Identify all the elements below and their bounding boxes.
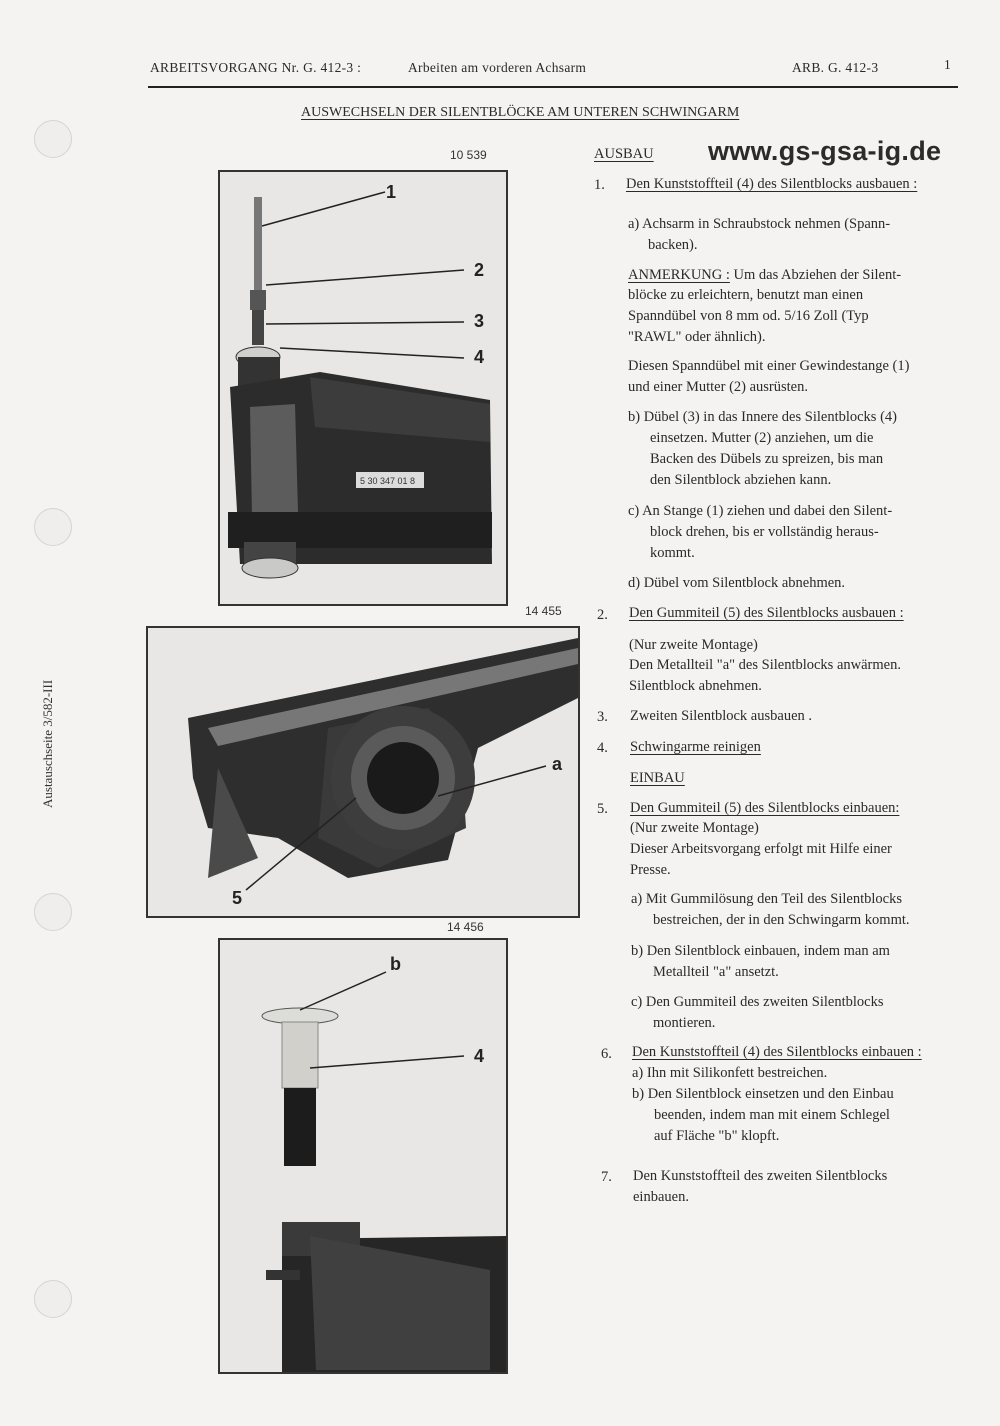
step-5a-line1: a) Mit Gummilösung den Teil des Silentblocks [631,891,902,907]
fig1-label-2: 2 [474,260,485,280]
step-1c-line2: block drehen, bis er vollständig heraus- [650,524,879,540]
step-2-title: Den Gummiteil (5) des Silentblocks ausbauen : [629,605,904,621]
figure-2-drawing [148,628,578,916]
step-1d: d) Dübel vom Silentblock abnehmen. [628,575,846,591]
binder-hole-4 [34,1280,72,1318]
fig2-label-a: a [552,754,563,774]
step-6b-line2: beenden, indem man mit einem Schlegel [654,1107,890,1123]
note-line2: blöcke zu erleichtern, benutzt man einen [628,287,864,303]
step-5a-line2: bestreichen, der in den Schwingarm kommt. [653,912,910,928]
note-line3: Spanndübel von 8 mm od. 5/16 Zoll (Typ [628,308,869,324]
step-2-line2: Den Metallteil "a" des Silentblocks anwärmen. [629,657,901,673]
note-text-1: Um das Abziehen der Silent- [729,267,902,283]
step-5c-line2: montieren. [653,1015,716,1031]
step-1a-line2: backen). [648,237,698,253]
step-5-line1: (Nur zweite Montage) [630,820,759,836]
watermark-url: www.gs-gsa-ig.de [708,136,942,166]
para-line1: Diesen Spanndübel mit einer Gewindestange (1) [628,358,910,374]
step-7-number: 7. [601,1169,612,1185]
figure-3-photo [218,938,508,1374]
step-1b-line2: einsetzen. Mutter (2) anziehen, um die [650,430,874,446]
step-5c-line1: c) Den Gummiteil des zweiten Silentblocks [631,994,884,1010]
para-line2: und einer Mutter (2) ausrüsten. [628,379,808,395]
step-6-number: 6. [601,1046,612,1062]
note-line1 [628,265,901,286]
side-note: Austauschseite 3/582-III [40,679,55,808]
step-3-title: Zweiten Silentblock ausbauen . [630,708,813,724]
step-5-line2: Dieser Arbeitsvorgang erfolgt mit Hilfe einer [630,841,892,857]
step-1b-line3: Backen des Dübels zu spreizen, bis man [650,451,884,467]
step-7-line1: Den Kunststoffteil des zweiten Silentblocks [633,1168,888,1184]
step-5b-line2: Metallteil "a" ansetzt. [653,964,779,980]
step-5b-line1: b) Den Silentblock einbauen, indem man am [631,943,890,959]
fig3-label-b: b [390,954,401,974]
step-4-number: 4. [597,740,608,756]
step-1c-line3: kommt. [650,545,695,561]
header-right: ARB. G. 412-3 [792,60,879,75]
binder-hole-1 [34,120,72,158]
step-6-title: Den Kunststoffteil (4) des Silentblocks einbauen : [632,1044,922,1060]
step-1b-line4: den Silentblock abziehen kann. [650,472,832,488]
page-title: AUSWECHSELN DER SILENTBLÖCKE AM UNTEREN SCHWINGARM [301,105,740,120]
heading-einbau: EINBAU [630,770,685,786]
fig1-label-3: 3 [474,311,485,331]
figure-2-number: 14 455 [525,604,562,618]
binder-hole-3 [34,893,72,931]
step-1-title: Den Kunststoffteil (4) des Silentblocks ausbauen : [626,176,918,192]
step-5-line3: Presse. [630,862,671,878]
fig2-label-5: 5 [232,888,243,908]
note-label: ANMERKUNG : [628,267,730,283]
heading-ausbau: AUSBAU [594,146,654,162]
step-5-title: Den Gummiteil (5) des Silentblocks einbauen: [630,800,900,816]
page-number: 1 [944,57,952,72]
step-3-number: 3. [597,709,608,725]
figure-1-photo [218,170,508,606]
step-1a-line1: a) Achsarm in Schraubstock nehmen (Spann- [628,216,891,232]
step-6a: a) Ihn mit Silikonfett bestreichen. [632,1065,828,1081]
step-1b-line1: b) Dübel (3) in das Innere des Silentblocks (4) [628,409,897,425]
fig3-label-4: 4 [474,1046,485,1066]
step-2-line1: (Nur zweite Montage) [629,637,758,653]
figure-1-plate: 5 30 347 01 8 [360,476,416,486]
step-2-line3: Silentblock abnehmen. [629,678,762,694]
figure-2-photo [146,626,580,918]
step-1c-line1: c) An Stange (1) ziehen und dabei den Silent- [628,503,893,519]
figure-3-number: 14 456 [447,920,484,934]
step-7-line2: einbauen. [633,1189,689,1205]
figure-3-drawing [220,940,506,1372]
header-left: ARBEITSVORGANG Nr. G. 412-3 : [150,60,362,75]
step-2-number: 2. [597,607,608,623]
fig1-label-1: 1 [386,182,397,202]
step-6b-line3: auf Fläche "b" klopft. [654,1128,780,1144]
step-6b-line1: b) Den Silentblock einsetzen und den Einbau [632,1086,894,1102]
header-middle: Arbeiten am vorderen Achsarm [408,60,587,75]
binder-hole-2 [34,508,72,546]
fig1-label-4: 4 [474,347,485,367]
note-line4: "RAWL" oder ähnlich). [628,329,766,345]
step-4-title: Schwingarme reinigen [630,739,761,755]
step-1-number: 1. [594,177,605,193]
figure-1-number: 10 539 [450,148,487,162]
step-5-number: 5. [597,801,608,817]
header-rule [148,86,958,88]
figure-1-drawing [220,172,506,604]
